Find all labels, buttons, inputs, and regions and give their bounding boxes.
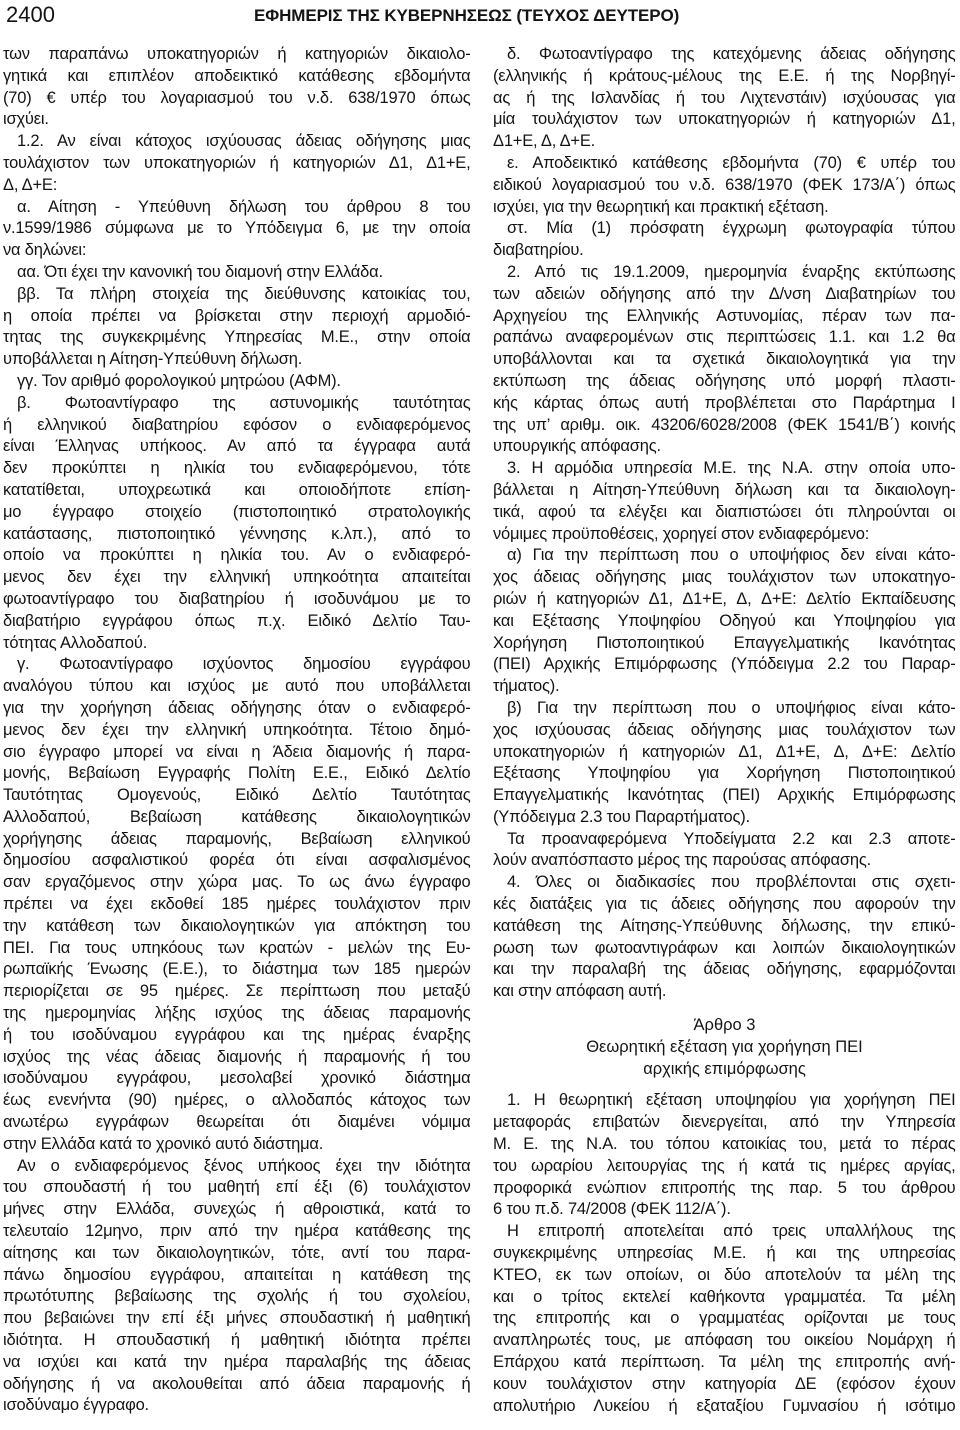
text-line bbox=[3, 44, 471, 66]
text-line bbox=[493, 698, 956, 720]
text-line bbox=[3, 654, 471, 676]
text-line bbox=[493, 894, 956, 916]
text-line-content: πρωτότυπης βεβαίωσης της σχολής ή του σχολείου, bbox=[3, 1287, 471, 1306]
text-line bbox=[3, 1221, 471, 1243]
text-line-content: κατατίθεται, υποχρεωτικά και οποιοδήποτε επίση- bbox=[3, 480, 471, 499]
text-line bbox=[493, 1330, 956, 1352]
text-line bbox=[3, 1068, 471, 1090]
text-line bbox=[493, 1156, 956, 1178]
text-line bbox=[3, 284, 471, 306]
text-line-content: και στην απόφαση αυτή. bbox=[493, 982, 667, 1001]
text-line-content: πρέπει να έχει εκδοθεί 185 ημέρες τουλάχιστον πριν bbox=[3, 895, 471, 914]
paragraph bbox=[3, 393, 471, 655]
text-line-content: β. Φωτοαντίγραφο της αστυνομικής ταυτότητας bbox=[17, 393, 471, 412]
text-line-content: κατάθεση της Αίτησης-Υπεύθυνης δήλωσης, την επικύ- bbox=[493, 916, 956, 935]
text-line-content: οδήγησης ή να ακολουθείται από άδεια παραμονής ή bbox=[3, 1374, 471, 1393]
right-column-text-after-article bbox=[493, 1090, 956, 1417]
text-line bbox=[3, 1003, 471, 1025]
paragraph bbox=[3, 131, 471, 196]
text-line-content: μεταφοράς επιβατών διενεργείται, από την Υπηρεσία bbox=[493, 1113, 956, 1132]
text-line-content: αα. Ότι έχει την κανονική του διαμονή στην Ελλάδα. bbox=[17, 262, 383, 281]
text-line-content: ισοδύναμου εγγράφου, μεσολαβεί χρονικό διάστημα bbox=[3, 1069, 471, 1088]
text-line-content: προφορικά ενώπιον επιτροπής της παρ. 5 του άρθρου bbox=[493, 1178, 956, 1197]
text-line bbox=[493, 981, 956, 1003]
paragraph bbox=[493, 44, 956, 153]
text-line bbox=[3, 1199, 471, 1221]
text-line bbox=[3, 1156, 471, 1178]
text-line bbox=[493, 197, 956, 219]
text-line bbox=[493, 153, 956, 175]
text-line-content: του σπουδαστή ή του μαθητή επί έξι (6) τουλάχιστον bbox=[3, 1178, 471, 1197]
text-line-content: γητικά και επιπλέον αποδεικτικό κατάθεσης εβδομήντα bbox=[3, 66, 471, 85]
text-line bbox=[493, 66, 956, 88]
text-line bbox=[3, 611, 471, 633]
paragraph bbox=[3, 371, 471, 393]
paragraph bbox=[493, 545, 956, 698]
text-line-content: κής κάρτας όπως αυτή προβλέπεται στο Παράρτημα Ι bbox=[493, 393, 956, 412]
gazette-title: ΕΦΗΜΕΡΙΣ ΤΗΣ ΚΥΒΕΡΝΗΣΕΩΣ (ΤΕΥΧΟΣ ΔΕΥΤΕΡΟ) bbox=[254, 6, 680, 25]
text-line bbox=[3, 1243, 471, 1265]
text-line bbox=[3, 1286, 471, 1308]
text-line bbox=[3, 720, 471, 742]
text-line bbox=[493, 589, 956, 611]
text-line-content: Η επιτροπή αποτελείται από τρεις υπαλλήλους της bbox=[507, 1222, 956, 1241]
text-line-content: ή του ισοδύναμου εγγράφου και της ημέρας έναρξης bbox=[3, 1025, 471, 1044]
text-line bbox=[493, 1199, 956, 1221]
text-line-content: ρωση των φωτοαντιγράφων και λοιπών δικαιολογητικών bbox=[493, 938, 956, 957]
text-line bbox=[3, 327, 471, 349]
text-line-content: οποίο να προκύπτει η ηλικία του. Αν ο ενδιαφερό- bbox=[3, 546, 471, 565]
text-line-content: δ. Φωτοαντίγραφο της κατεχόμενης άδειας οδήγησης bbox=[507, 45, 956, 63]
text-line-content: διαβατήριο εγγράφου όπως π.χ. Ειδικό Δελτίο Ταυ- bbox=[3, 611, 471, 630]
text-line-content: ισχύει. bbox=[3, 110, 49, 129]
text-line-content: και την παραλαβή της άδειας οδήγησης, εφαρμόζονται bbox=[493, 960, 956, 979]
text-line bbox=[3, 1134, 471, 1156]
text-line bbox=[3, 502, 471, 524]
text-line bbox=[3, 916, 471, 938]
text-line-content: ειδικού λογαριασμού του ν.δ. 638/1970 (ΦΕΚ 173/Α΄) όπως bbox=[493, 175, 956, 194]
text-line bbox=[3, 415, 471, 437]
text-line bbox=[3, 153, 471, 175]
text-line bbox=[3, 676, 471, 698]
text-line bbox=[493, 850, 956, 872]
text-line-content: ας ή της Ισλανδίας ή του Λιχτενστάιν) ισχύουσας για bbox=[493, 88, 956, 107]
text-line-content: που βεβαιώνει την επί έξι μήνες σπουδαστική ή μαθητική bbox=[3, 1309, 471, 1328]
text-line-content: στ. Μία (1) πρόσφατη έγχρωμη φωτογραφία τύπου bbox=[507, 219, 956, 238]
text-line-content: και Εξέτασης Υποψηφίου Οδηγού και Υποψηφίου για bbox=[493, 611, 956, 630]
text-line-content: της ημερομηνίας λήξης ισχύος της άδειας παραμονής bbox=[3, 1004, 471, 1023]
text-line-content: υποβάλλεται η Αίτηση-Υπεύθυνη δήλωση. bbox=[3, 350, 303, 369]
text-line bbox=[493, 262, 956, 284]
text-line bbox=[3, 872, 471, 894]
text-line-content: της υπ’ αριθμ. οικ. 43206/6028/2008 (ΦΕΚ 1541/Β΄) κοινής bbox=[493, 415, 956, 434]
text-line bbox=[493, 131, 956, 153]
text-line bbox=[493, 88, 956, 110]
text-line-content: ιδιότητα. Η σπουδαστική ή μαθητική ιδιότητα πρέπει bbox=[3, 1331, 471, 1350]
text-line-content: 1. Η θεωρητική εξέταση υποψηφίου για χορήγηση ΠΕΙ bbox=[507, 1091, 956, 1110]
right-column bbox=[493, 44, 956, 1417]
text-line-content: δεν προκύπτει η ηλικία του ενδιαφερόμενου, τότε bbox=[3, 459, 471, 478]
text-line bbox=[493, 720, 956, 742]
text-line bbox=[493, 284, 956, 306]
text-line bbox=[3, 175, 471, 197]
text-line-content: φωτοαντίγραφο του διαβατηρίου ή ισοδυνάμου με το bbox=[3, 589, 471, 608]
text-line bbox=[3, 371, 471, 393]
text-line bbox=[3, 218, 471, 240]
text-line-content: Δ1+Ε, Δ, Δ+Ε. bbox=[493, 132, 596, 151]
paragraph bbox=[493, 829, 956, 873]
text-line-content: μο έγγραφο στοιχείο (πιστοποιητικό στρατολογικής bbox=[3, 502, 471, 521]
text-line bbox=[3, 589, 471, 611]
text-line bbox=[493, 545, 956, 567]
text-line-content: ισχύος της νέας άδειας διαμονής ή παραμονής ή του bbox=[3, 1047, 471, 1066]
text-line bbox=[3, 66, 471, 88]
text-line bbox=[3, 829, 471, 851]
text-line-content: α. Αίτηση - Υπεύθυνη δήλωση του άρθρου 8 του bbox=[17, 197, 471, 216]
text-line-content: γγ. Τον αριθμό φορολογικού μητρώου (ΑΦΜ). bbox=[17, 371, 341, 390]
paragraph bbox=[493, 1221, 956, 1417]
text-line-content: της επιτροπής και ο γραμματέας ορίζονται με τους bbox=[493, 1309, 956, 1328]
text-line bbox=[3, 1112, 471, 1134]
text-line-content: ανωτέρω εγγράφων θεωρείται ότι διαμένει νόμιμα bbox=[3, 1113, 471, 1132]
text-line-content: Αρχηγείου της Ελληνικής Αστυνομίας, πέραν των πα- bbox=[493, 306, 956, 325]
paragraph bbox=[3, 1156, 471, 1418]
text-line-content: 6 του π.δ. 74/2008 (ΦΕΚ 112/Α΄). bbox=[493, 1200, 731, 1219]
text-line-content: ισοδύναμο έγγραφο. bbox=[3, 1396, 149, 1415]
text-line-content: ή ελληνικού διαβατηρίου εφόσον ο ενδιαφερόμενος bbox=[3, 415, 471, 434]
text-line bbox=[493, 349, 956, 371]
text-line-content: τήματος). bbox=[493, 677, 560, 696]
paragraph bbox=[493, 1090, 956, 1221]
paragraph bbox=[3, 262, 471, 284]
text-line-content: Επάρχου κατά περίπτωση. Τα μέλη της επιτροπής ανή- bbox=[493, 1353, 956, 1372]
text-line bbox=[3, 436, 471, 458]
text-line bbox=[3, 1025, 471, 1047]
text-line-content: Επαγγελματικής Ικανότητας (ΠΕΙ) Αρχικής Επιμόρφωσης bbox=[493, 786, 956, 805]
text-line-content: η οποία πρέπει να βρίσκεται στην περιοχή αρμοδιό- bbox=[3, 306, 471, 325]
text-line-content: σιο έγγραφο μπορεί να είναι η Άδεια διαμονής ή παρα- bbox=[3, 742, 471, 761]
text-line-content: εκτύπωση της άδειας οδήγησης υπό μορφή πλαστι- bbox=[493, 371, 956, 390]
text-line-content: κές διατάξεις για τις άδειες οδήγησης που αφορούν την bbox=[493, 895, 956, 914]
article-number: Άρθρο 3 bbox=[693, 1016, 756, 1035]
text-line-content: Αν ο ενδιαφερόμενος ξένος υπήκοος έχει την ιδιότητα bbox=[17, 1156, 471, 1175]
text-line bbox=[3, 262, 471, 284]
text-line bbox=[3, 981, 471, 1003]
page-number: 2400 bbox=[6, 2, 55, 27]
text-line bbox=[493, 480, 956, 502]
text-line bbox=[3, 109, 471, 131]
text-line-content: έως ενενήντα (90) ημέρες, ο αλλοδαπός κάτοχος των bbox=[3, 1091, 471, 1110]
text-line bbox=[493, 218, 956, 240]
text-line bbox=[493, 327, 956, 349]
text-line-content: είναι Έλληνας υπήκοος. Αν από τα έγγραφα αυτά bbox=[3, 437, 471, 456]
text-line bbox=[3, 306, 471, 328]
text-line-content: απολυτήριο Λυκείου ή εξαταξίου Γυμνασίου ή ισότιμο bbox=[493, 1396, 956, 1415]
paragraph bbox=[3, 654, 471, 1155]
text-line-content: σαν εργαζόμενος στην χώρα μας. Το ως άνω έγγραφο bbox=[3, 873, 471, 892]
text-line-content: Δ, Δ+Ε: bbox=[3, 175, 58, 194]
text-line-content: μήνες στην Ελλάδα, συνεχώς ή αθροιστικά, κατά το bbox=[3, 1200, 471, 1219]
text-line-content: των παραπάνω υποκατηγοριών ή κατηγοριών δικαιολο- bbox=[3, 45, 471, 63]
paragraph bbox=[3, 284, 471, 371]
text-line-content: Αλλοδαπού, Βεβαίωση κατάθεσης δικαιολογητικών bbox=[3, 807, 471, 826]
text-line-content: στην Ελλάδα κατά το χρονικό αυτό διάστημα. bbox=[3, 1134, 324, 1153]
text-line-content: Ταυτότητας Ομογενούς, Ειδικό Δελτίο Ταυτότητας bbox=[3, 786, 471, 805]
text-line bbox=[493, 1134, 956, 1156]
paragraph bbox=[493, 872, 956, 1003]
text-line bbox=[3, 349, 471, 371]
text-line bbox=[493, 676, 956, 698]
text-line bbox=[493, 1287, 956, 1309]
text-line-content: 1.2. Αν είναι κάτοχος ισχύουσας άδειας οδήγησης μιας bbox=[17, 132, 471, 151]
text-line-content: του ωραρίου λειτουργίας της ή κατά τις ημέρες αργίας, bbox=[493, 1156, 956, 1175]
paragraph bbox=[493, 218, 956, 262]
text-line-content: Μ. Ε. της Ν.Α. του τόπου κατοικίας του, μετά το πέρας bbox=[493, 1135, 956, 1154]
text-line bbox=[493, 742, 956, 764]
text-line-content: μενος δεν έχει την ελληνική υπηκοότητα. Τέτοιο δημό- bbox=[3, 720, 471, 739]
text-line bbox=[3, 959, 471, 981]
text-line bbox=[493, 1221, 956, 1243]
text-line-content: χος ισχύουσας άδειας οδήγησης μιας τουλάχιστον των bbox=[493, 720, 956, 739]
text-line bbox=[493, 611, 956, 633]
text-line bbox=[493, 959, 956, 981]
text-line bbox=[493, 1243, 956, 1265]
text-line-content: για την χορήγηση άδειας οδήγησης όταν ο ενδιαφερό- bbox=[3, 698, 471, 717]
text-line bbox=[493, 916, 956, 938]
text-line-content: τότητας Αλλοδαπού. bbox=[3, 633, 148, 652]
text-line bbox=[493, 371, 956, 393]
paragraph bbox=[3, 44, 471, 131]
text-line bbox=[493, 1374, 956, 1396]
text-line-content: β) Για την περίπτωση που ο υποψήφιος είναι κάτο- bbox=[507, 698, 956, 717]
text-line-content: ββ. Τα πλήρη στοιχεία της διεύθυνσης κατοικίας του, bbox=[17, 284, 471, 303]
text-line-content: αναπληρωτές τους, με απόφαση του οικείου Νομάρχη ή bbox=[493, 1331, 956, 1350]
text-line-content: ε. Αποδεικτικό κατάθεσης εβδομήντα (70) € υπέρ του bbox=[507, 153, 956, 172]
text-line bbox=[493, 306, 956, 328]
text-line bbox=[3, 763, 471, 785]
text-line-content: ραπάνω αναφερομένων στις περιπτώσεις 1.1. και 1.2 θα bbox=[493, 328, 956, 347]
text-line bbox=[3, 393, 471, 415]
text-line bbox=[493, 415, 956, 437]
text-line bbox=[3, 1308, 471, 1330]
text-line bbox=[3, 1090, 471, 1112]
text-line-content: χορήγησης άδειας παραμονής, Βεβαίωση ελληνικού bbox=[3, 829, 471, 848]
text-line bbox=[493, 524, 956, 546]
text-line bbox=[3, 240, 471, 262]
paragraph bbox=[493, 458, 956, 545]
text-line bbox=[493, 654, 956, 676]
text-line bbox=[3, 545, 471, 567]
text-line bbox=[493, 240, 956, 262]
article-title-line: αρχικής επιμόρφωσης bbox=[643, 1059, 806, 1078]
text-line bbox=[3, 1330, 471, 1352]
text-line-content: νόμιμες προϋποθέσεις, χορηγεί στον ενδιαφερόμενο: bbox=[493, 524, 870, 543]
text-line-content: (70) € υπέρ του λογαριασμού του ν.δ. 638/1970 όπως bbox=[3, 88, 471, 107]
paragraph bbox=[493, 262, 956, 458]
text-line bbox=[493, 785, 956, 807]
text-line-content: βάλλεται η Αίτηση-Υπεύθυνη δήλωση και τα δικαιολογη- bbox=[493, 480, 956, 499]
text-line-content: των αδειών οδήγησης από την Δ/νση Διαβατηρίων του bbox=[493, 284, 956, 303]
paragraph bbox=[493, 698, 956, 829]
text-line-content: (ΠΕΙ) Αρχικής Επιμόρφωσης (Υπόδειγμα 2.2 του Παραρ- bbox=[493, 655, 956, 674]
text-line bbox=[3, 850, 471, 872]
text-line-content: υποβάλλονται και τα σχετικά δικαιολογητικά για την bbox=[493, 350, 956, 369]
text-line bbox=[3, 458, 471, 480]
text-line bbox=[493, 807, 956, 829]
text-line bbox=[493, 872, 956, 894]
text-line-content: να ισχύει και κατά την ημέρα παραλαβής της άδειας bbox=[3, 1352, 471, 1371]
text-line-content: υποκατηγοριών ή κατηγοριών Δ1, Δ1+Ε, Δ, Δ+Ε: Δελτίο bbox=[493, 742, 956, 761]
text-line-content: ισχύει, για την θεωρητική και πρακτική εξέταση. bbox=[493, 197, 829, 216]
text-line bbox=[3, 88, 471, 110]
article-heading bbox=[493, 1015, 956, 1080]
text-line bbox=[493, 175, 956, 197]
text-line-content: 2. Από τις 19.1.2009, ημερομηνία έναρξης εκτύπωσης bbox=[507, 262, 956, 281]
text-line bbox=[3, 1352, 471, 1374]
text-line bbox=[493, 44, 956, 66]
paragraph bbox=[493, 153, 956, 218]
text-line bbox=[493, 1396, 956, 1418]
text-line bbox=[3, 742, 471, 764]
text-line bbox=[493, 393, 956, 415]
text-line bbox=[493, 458, 956, 480]
text-line-content: χος άδειας οδήγησης μιας τουλάχιστον των υποκατηγο- bbox=[493, 568, 956, 587]
text-line-content: διαβατηρίου. bbox=[493, 241, 584, 260]
text-line-content: γ. Φωτοαντίγραφο ισχύοντος δημοσίου εγγράφου bbox=[17, 655, 471, 674]
text-line bbox=[493, 1308, 956, 1330]
text-line-content: κουν τουλάχιστον στην κατηγορία ΔΕ (εφόσον έχουν bbox=[493, 1374, 956, 1393]
text-line bbox=[493, 1090, 956, 1112]
text-line bbox=[3, 1395, 471, 1417]
text-line-content: 4. Όλες οι διαδικασίες που προβλέπονται στις σχετι- bbox=[507, 873, 956, 892]
text-line-content: Χορήγηση Πιστοποιητικού Επαγγελματικής Ικανότητας bbox=[493, 633, 956, 652]
text-line bbox=[493, 763, 956, 785]
text-line-content: ριών ή κατηγοριών Δ1, Δ1+Ε, Δ, Δ+Ε: Δελτίο Εκπαίδευσης bbox=[493, 589, 956, 608]
text-line-content: 3. Η αρμόδια υπηρεσία Μ.Ε. της Ν.Α. στην οποία υπο- bbox=[507, 459, 956, 478]
text-line bbox=[3, 894, 471, 916]
text-line-content: μενος δεν έχει την ελληνική υπηκοότητα απαιτείται bbox=[3, 568, 471, 587]
text-line-content: κατάστασης, πιστοποιητικό γέννησης κ.λπ.), από το bbox=[3, 524, 471, 543]
text-line bbox=[3, 785, 471, 807]
text-line-content: πάνω δημοσίου εγγράφου, απαιτείται η κατάθεση της bbox=[3, 1265, 471, 1284]
text-line-content: περιορίζεται σε 95 ημέρες. Σε περίπτωση που μεταξύ bbox=[3, 982, 471, 1001]
text-line-content: δημοσίου ασφαλιστικού φορέα ότι είναι ασφαλισμένος bbox=[3, 851, 471, 870]
text-line bbox=[3, 698, 471, 720]
text-line bbox=[3, 197, 471, 219]
text-line bbox=[493, 633, 956, 655]
text-line-content: (Υπόδειγμα 2.3 του Παραρτήματος). bbox=[493, 807, 750, 826]
text-line-content: τουλάχιστον των υποκατηγοριών ή κατηγοριών Δ1, Δ1+Ε, bbox=[3, 153, 471, 172]
text-line-content: Εξέτασης Υποψηφίου για Χορήγηση Πιστοποιητικού bbox=[493, 764, 956, 783]
text-line bbox=[3, 938, 471, 960]
text-line-content: την κατάθεση των δικαιολογητικών για απόκτηση του bbox=[3, 916, 471, 935]
text-line bbox=[493, 1352, 956, 1374]
text-line-content: μονής, Βεβαίωση Εγγραφής Πολίτη Ε.Ε., Ειδικό Δελτίο bbox=[3, 764, 471, 783]
right-column-text-before-article bbox=[493, 44, 956, 1003]
text-line bbox=[3, 1374, 471, 1396]
text-line-content: μία τουλάχιστον των υποκατηγοριών ή κατηγοριών Δ1, bbox=[493, 110, 956, 129]
text-line-content: α) Για την περίπτωση που ο υποψήφιος δεν είναι κάτο- bbox=[507, 546, 956, 565]
text-line bbox=[493, 1178, 956, 1200]
text-line bbox=[493, 1265, 956, 1287]
text-line-content: τικά, αφού τα ελέγξει και διαπιστώσει ότι πληρούνται οι bbox=[493, 502, 956, 521]
text-line-content: (ελληνικής ή κράτους-μέλους της Ε.Ε. ή της Νορβηγί- bbox=[493, 66, 956, 85]
text-line-content: να δηλώνει: bbox=[3, 241, 87, 260]
text-line bbox=[3, 1177, 471, 1199]
text-line-content: τητας της συγκεκριμένης Υπηρεσίας Μ.Ε., στην οποία bbox=[3, 328, 471, 347]
text-line bbox=[3, 480, 471, 502]
text-line-content: αίτησης και των δικαιολογητικών, τότε, αντί του παρα- bbox=[3, 1243, 471, 1262]
text-line-content: συγκεκριμένης υπηρεσίας Μ.Ε. ή και της υπηρεσίας bbox=[493, 1244, 956, 1263]
article-title-line: Θεωρητική εξέταση για χορήγηση ΠΕΙ bbox=[586, 1037, 863, 1056]
text-line bbox=[493, 567, 956, 589]
text-line-content: και ο τρίτος εκτελεί καθήκοντα γραμματέα. Τα μέλη bbox=[493, 1287, 956, 1306]
text-line-content: ρωπαϊκής Ένωσης (Ε.Ε.), το διάστημα των 185 ημερών bbox=[3, 960, 471, 979]
text-line bbox=[3, 524, 471, 546]
text-line bbox=[493, 1112, 956, 1134]
page-header bbox=[0, 0, 960, 34]
text-line-content: ΚΤΕΟ, εκ των οποίων, οι δύο αποτελούν τα μέλη της bbox=[493, 1265, 956, 1284]
text-line-content: ΠΕΙ. Για τους υπηκόους των κρατών - μελών της Ευ- bbox=[3, 938, 471, 957]
paragraph bbox=[3, 197, 471, 262]
text-line bbox=[3, 807, 471, 829]
text-line bbox=[493, 109, 956, 131]
left-column bbox=[3, 44, 471, 1417]
text-line bbox=[3, 1047, 471, 1069]
text-line bbox=[493, 829, 956, 851]
text-line-content: Τα προαναφερόμενα Υποδείγματα 2.2 και 2.3 αποτε- bbox=[507, 829, 956, 848]
text-line-content: τελευταίο 12μηνο, πριν από την ημέρα κατάθεσης της bbox=[3, 1222, 471, 1241]
text-line bbox=[3, 1265, 471, 1287]
text-line-content: ν.1599/1986 σύμφωνα με το Υπόδειγμα 6, με την οποία bbox=[3, 219, 471, 238]
text-line bbox=[3, 567, 471, 589]
text-line bbox=[3, 131, 471, 153]
text-line-content: υπουργικής απόφασης. bbox=[493, 437, 661, 456]
text-line bbox=[493, 502, 956, 524]
text-line bbox=[3, 633, 471, 655]
text-line-content: λούν αναπόσπαστο μέρος της παρούσας απόφασης. bbox=[493, 851, 871, 870]
text-line bbox=[493, 938, 956, 960]
text-line-content: αναλόγου τύπου και ισχύος με αυτό που υποβάλλεται bbox=[3, 677, 471, 696]
text-line bbox=[493, 436, 956, 458]
